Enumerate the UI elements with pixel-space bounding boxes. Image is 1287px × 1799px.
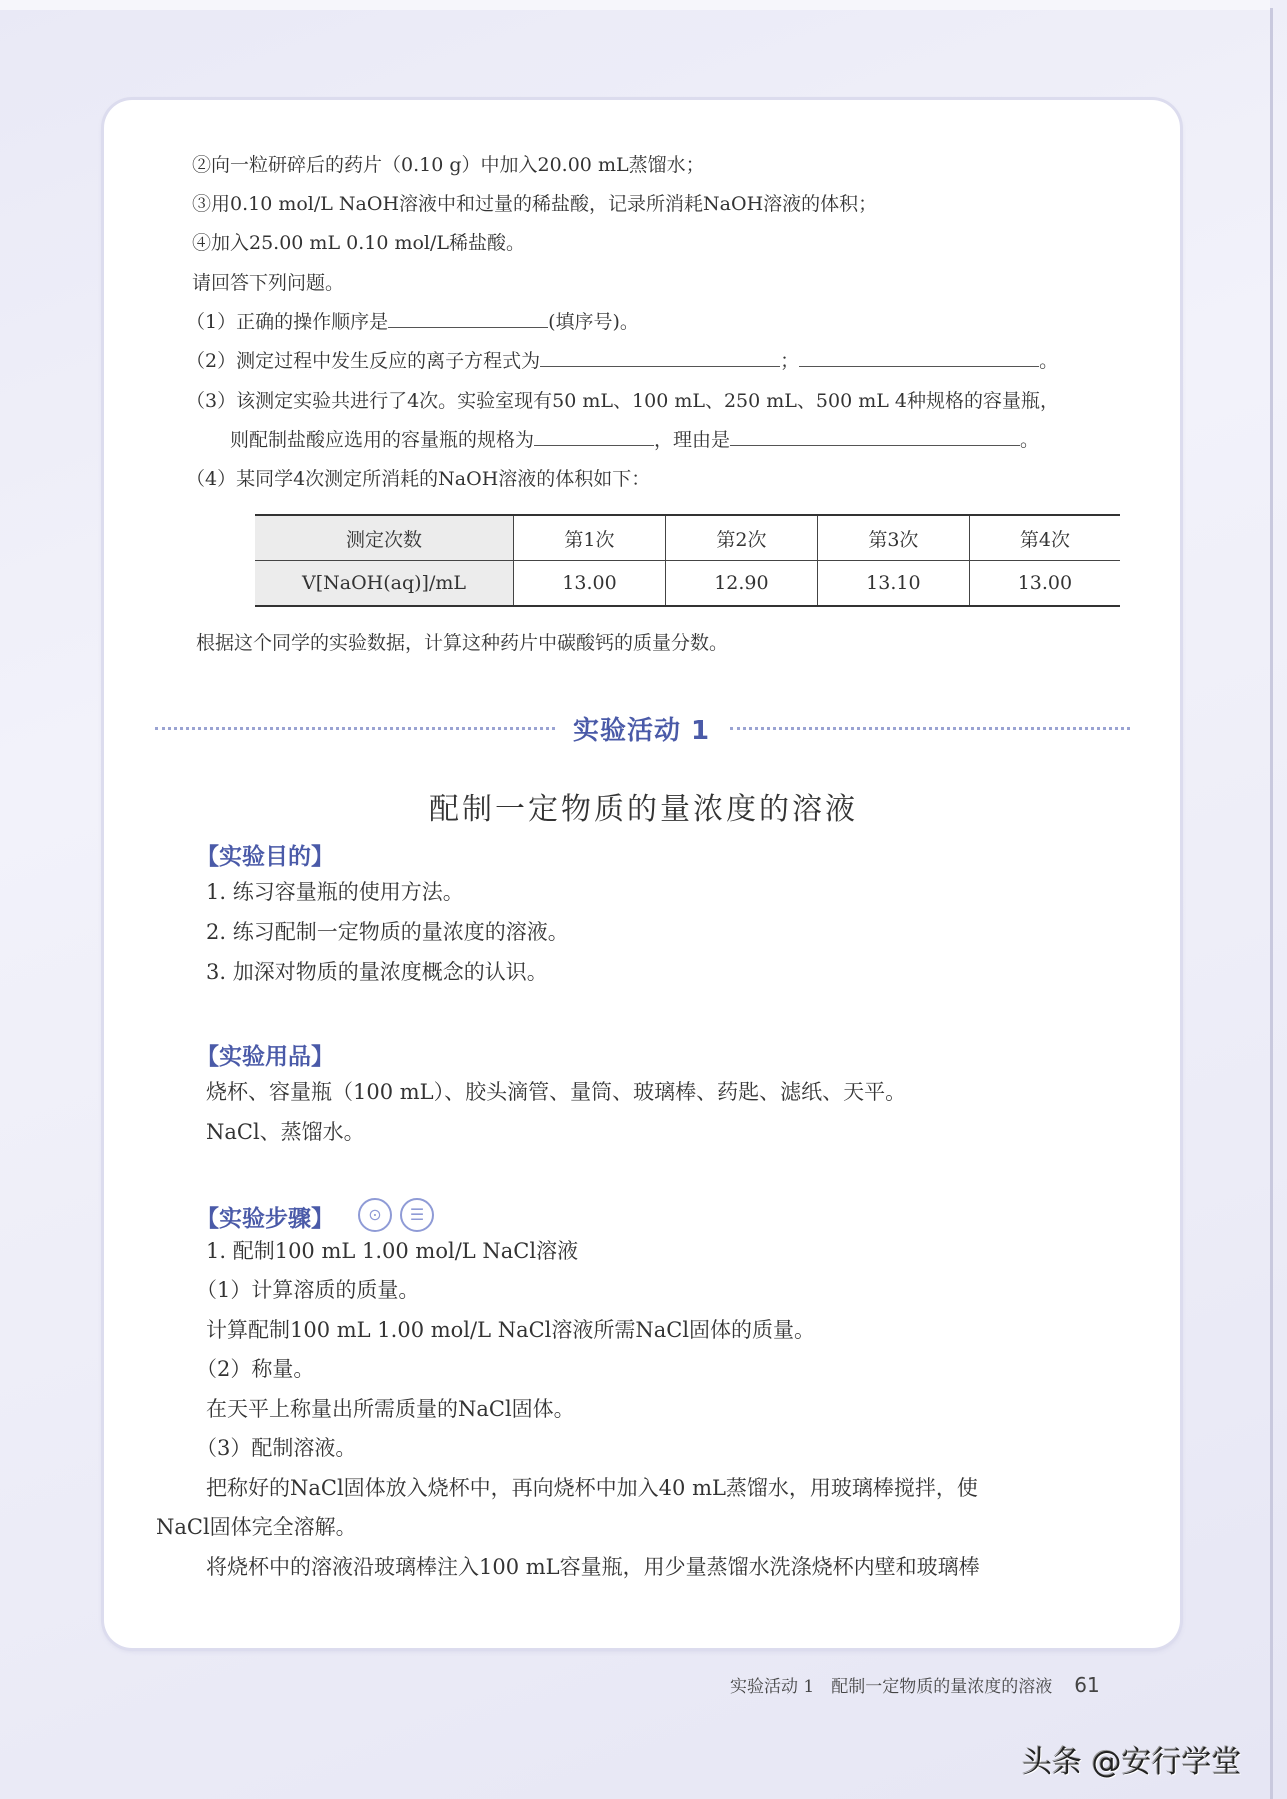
- procedure-line: （3）配制溶液。: [196, 1436, 357, 1460]
- activity-title: 配制一定物质的量浓度的溶液: [429, 792, 858, 827]
- answer-blank-2a[interactable]: [540, 348, 780, 367]
- question-1: （1）正确的操作顺序是 (填序号)。: [186, 311, 639, 333]
- page-top-band: [0, 0, 1270, 10]
- purpose-item: 3. 加深对物质的量浓度概念的认识。: [206, 960, 548, 984]
- table-header-cell: 第4次: [969, 515, 1120, 561]
- step-3: ③用0.10 mol/L NaOH溶液中和过量的稀盐酸，记录所消耗NaOH溶液的体积；: [192, 193, 878, 215]
- answer-blank-3a[interactable]: [534, 427, 654, 446]
- page-number: 61: [1074, 1673, 1100, 1697]
- procedure-line: （1）计算溶质的质量。: [196, 1278, 420, 1302]
- table-cell: 12.90: [665, 561, 817, 607]
- heading-procedure: 【实验步骤】: [196, 1206, 334, 1232]
- procedure-line: 把称好的NaCl固体放入烧杯中，再向烧杯中加入40 mL蒸馏水，用玻璃棒搅拌，使: [206, 1476, 978, 1500]
- question-3-line-2: 则配制盐酸应选用的容量瓶的规格为 ，理由是 。: [230, 429, 1040, 451]
- naoh-volume-table: [255, 514, 1120, 607]
- table-header-cell: 第1次: [514, 515, 666, 561]
- lab-coat-icon: ☰: [400, 1198, 434, 1232]
- purpose-item: 1. 练习容量瓶的使用方法。: [206, 880, 464, 904]
- procedure-line: 1. 配制100 mL 1.00 mol/L NaCl溶液: [206, 1239, 579, 1263]
- table-cell: 13.00: [969, 561, 1120, 607]
- materials-line: 烧杯、容量瓶（100 mL）、胶头滴管、量筒、玻璃棒、药匙、滤纸、天平。: [206, 1080, 907, 1104]
- heading-materials: 【实验用品】: [196, 1044, 334, 1070]
- materials-line: NaCl、蒸馏水。: [206, 1120, 365, 1144]
- question-4: （4）某同学4次测定所消耗的NaOH溶液的体积如下：: [186, 468, 651, 490]
- procedure-line: NaCl固体完全溶解。: [156, 1515, 357, 1539]
- table-row: [255, 561, 1120, 607]
- question-2: （2）测定过程中发生反应的离子方程式为 ； 。: [186, 350, 1059, 372]
- procedure-line: 将烧杯中的溶液沿玻璃棒注入100 mL容量瓶，用少量蒸馏水洗涤烧杯内壁和玻璃棒: [206, 1555, 980, 1579]
- watermark: 头条 @安行学堂: [1022, 1745, 1242, 1780]
- table-header-cell: 第3次: [817, 515, 969, 561]
- table-cell: 13.00: [514, 561, 666, 607]
- prompt: 请回答下列问题。: [192, 272, 345, 294]
- table-row-label: V[NaOH(aq)]/mL: [255, 561, 514, 607]
- procedure-line: （2）称量。: [196, 1357, 315, 1381]
- answer-blank-2b[interactable]: [799, 348, 1039, 367]
- page-edge: [1270, 8, 1273, 1799]
- table-cell: 13.10: [817, 561, 969, 607]
- answer-blank-1[interactable]: [388, 309, 548, 328]
- heading-purpose: 【实验目的】: [196, 844, 334, 870]
- page-footer: [730, 1672, 1100, 1697]
- procedure-line: 在天平上称量出所需质量的NaCl固体。: [206, 1397, 575, 1421]
- step-2: ②向一粒研碎后的药片（0.10 g）中加入20.00 mL蒸馏水；: [192, 154, 705, 176]
- conclusion: 根据这个同学的实验数据，计算这种药片中碳酸钙的质量分数。: [196, 632, 729, 654]
- running-title: 实验活动 1 配制一定物质的量浓度的溶液: [730, 1677, 1053, 1697]
- purpose-item: 2. 练习配制一定物质的量浓度的溶液。: [206, 920, 569, 944]
- section-label: 实验活动 1: [573, 716, 711, 746]
- answer-blank-3b[interactable]: [730, 427, 1020, 446]
- goggles-icon: ⊙: [358, 1198, 392, 1232]
- table-header-row: [255, 515, 1120, 561]
- procedure-line: 计算配制100 mL 1.00 mol/L NaCl溶液所需NaCl固体的质量。: [206, 1318, 816, 1342]
- step-4: ④加入25.00 mL 0.10 mol/L稀盐酸。: [192, 232, 526, 254]
- table-header-cell: 第2次: [665, 515, 817, 561]
- question-3-line-1: （3）该测定实验共进行了4次。实验室现有50 mL、100 mL、250 mL、500 mL 4种规格的容量瓶，: [186, 390, 1059, 412]
- table-header-cell: 测定次数: [255, 515, 514, 561]
